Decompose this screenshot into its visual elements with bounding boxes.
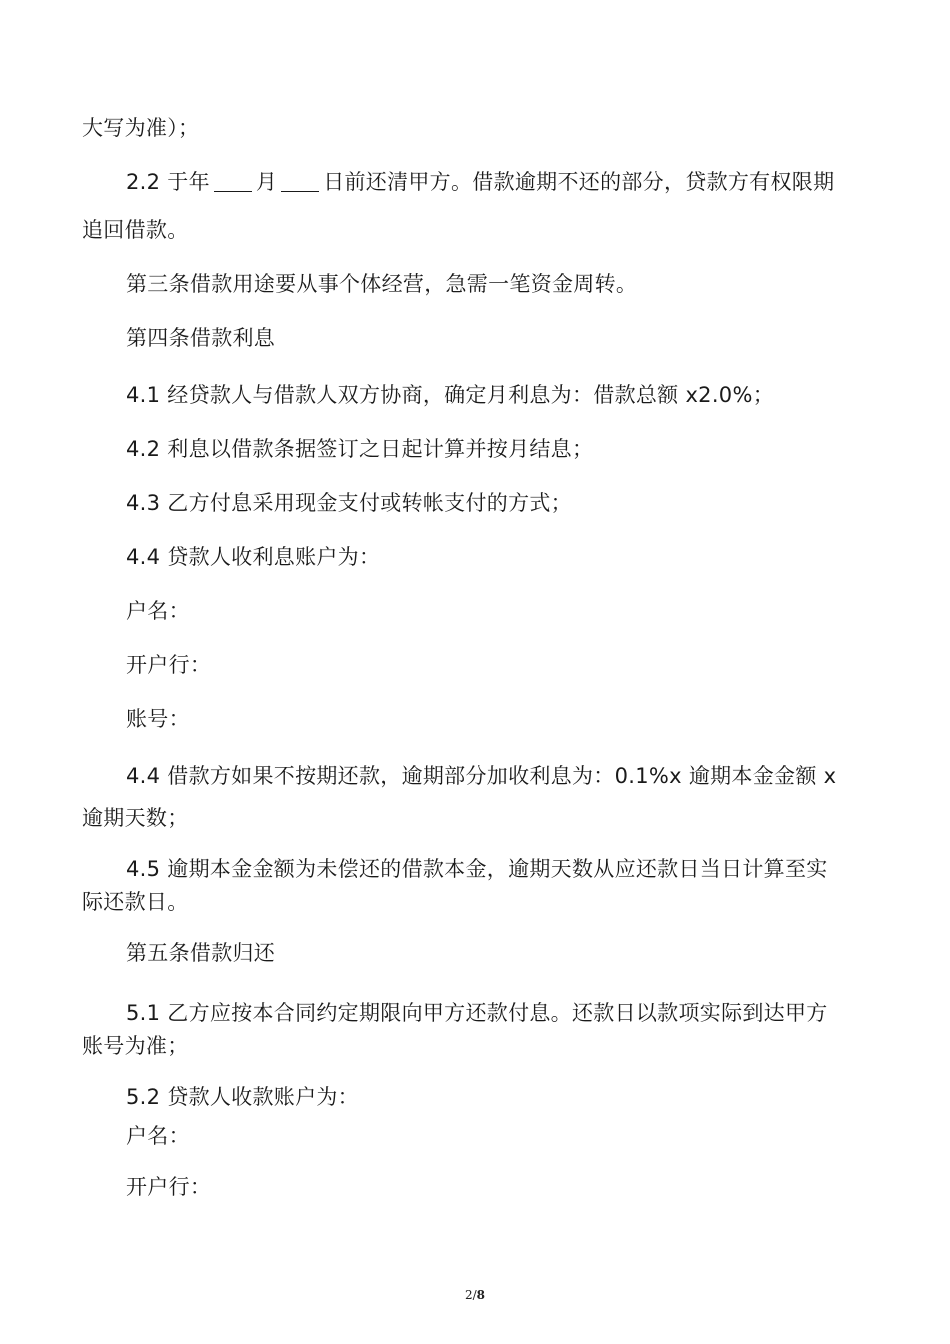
text-segment: 日前还清甲方。借款逾期不还的部分，贷款方有权限期 — [323, 170, 835, 194]
blank-underline — [281, 169, 319, 192]
paragraph-line: 4.4 贷款人收利息账户为： — [126, 545, 381, 569]
paragraph-line — [126, 168, 834, 196]
section-heading: 第五条借款归还 — [126, 941, 276, 965]
section-heading: 第四条借款利息 — [126, 326, 276, 350]
paragraph-line: 4.5 逾期本金金额为未偿还的借款本金，逾期天数从应还款日当日计算至实 — [126, 857, 828, 881]
text-segment: 月 — [255, 170, 278, 194]
paragraph-line: 4.4 借款方如果不按期还款，逾期部分加收利息为：0.1%x 逾期本金金额 x — [126, 764, 837, 788]
field-label: 户名： — [126, 1124, 190, 1148]
paragraph-line: 4.2 利息以借款条据签订之日起计算并按月结息； — [126, 437, 594, 461]
paragraph-line: 5.2 贷款人收款账户为： — [126, 1085, 359, 1109]
paragraph-line: 际还款日。 — [82, 890, 189, 914]
paragraph-line: 大写为准）； — [82, 116, 200, 140]
paragraph-line: 账号为准； — [82, 1034, 189, 1058]
field-label: 开户行： — [126, 1175, 212, 1199]
paragraph-line: 4.3 乙方付息采用现金支付或转帐支付的方式； — [126, 491, 572, 515]
field-label: 开户行： — [126, 653, 212, 677]
paragraph-line: 5.1 乙方应按本合同约定期限向甲方还款付息。还款日以款项实际到达甲方 — [126, 1001, 828, 1025]
paragraph-line: 第三条借款用途要从事个体经营，急需一笔资金周转。 — [126, 272, 638, 296]
blank-underline — [214, 169, 252, 192]
paragraph-line: 逾期天数； — [82, 806, 189, 830]
page-total: 8 — [476, 1288, 486, 1302]
field-label: 户名： — [126, 599, 190, 623]
page-number — [0, 1288, 950, 1302]
text-segment: 2.2 于年 — [126, 170, 210, 194]
paragraph-line: 追回借款。 — [82, 218, 189, 242]
field-label: 账号： — [126, 707, 190, 731]
page-current: 2/ — [464, 1288, 477, 1302]
paragraph-line: 4.1 经贷款人与借款人双方协商，确定月利息为：借款总额 x2.0%； — [126, 383, 775, 407]
